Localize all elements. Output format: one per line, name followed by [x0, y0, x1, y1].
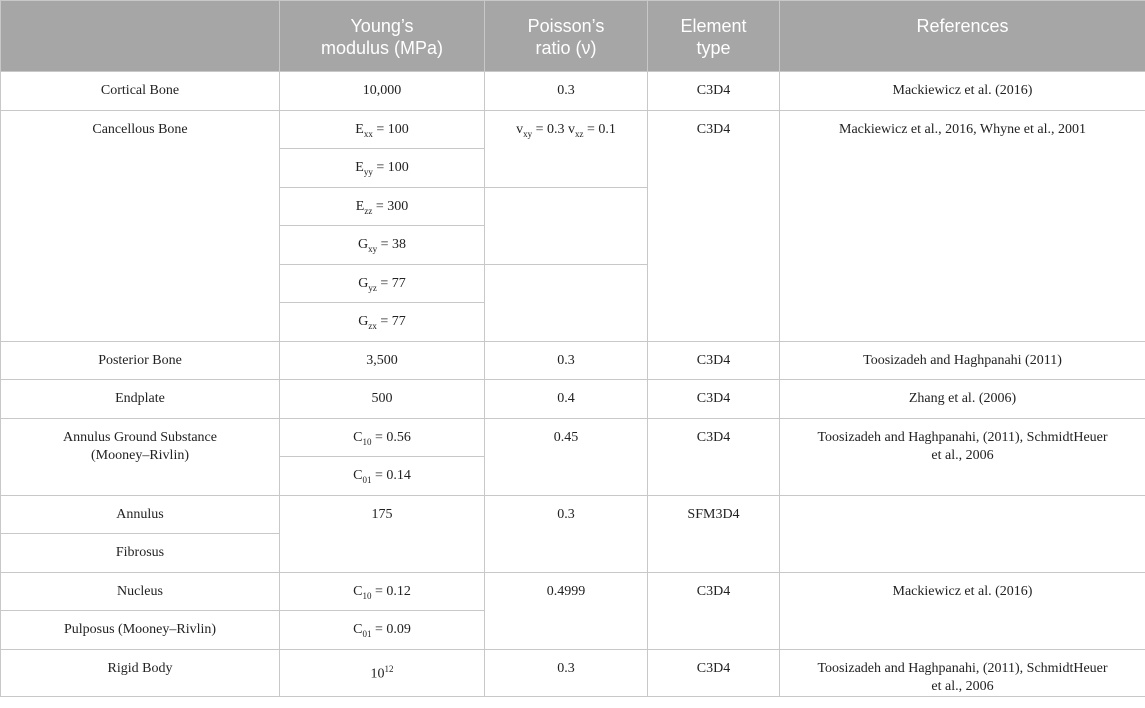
header-youngs-line2: modulus (MPa)	[320, 38, 444, 58]
element-type: C3D4	[648, 649, 780, 696]
table-row	[1, 380, 1145, 419]
youngs-modulus: $E_{xx} = 100$	[280, 110, 485, 149]
material-name: Pulposus (Mooney–Rivlin)	[1, 611, 280, 650]
element-type: C3D4	[648, 418, 780, 495]
table-row	[1, 495, 1145, 534]
youngs-modulus: $C_{01} = 0.09$	[280, 611, 485, 650]
material-name: Rigid Body	[1, 649, 280, 696]
reference: Mackiewicz et al. (2016)	[780, 572, 1145, 649]
reference: Mackiewicz et al. (2016)	[780, 72, 1145, 111]
header-youngs-line1: Young’s	[350, 16, 414, 36]
poisson-ratio: 0.45	[485, 418, 648, 495]
element-type: C3D4	[648, 72, 780, 111]
header-poisson-line1: Poisson’s	[527, 16, 605, 36]
header-youngs-modulus	[280, 1, 485, 72]
element-type: C3D4	[648, 110, 780, 341]
header-poisson-line2: ratio (ν)	[535, 38, 597, 58]
material-name: Endplate	[1, 380, 280, 419]
reference-empty	[780, 495, 1145, 572]
youngs-modulus: 10,000	[280, 72, 485, 111]
poisson-ratio: 0.3	[485, 495, 648, 572]
youngs-modulus: $C_{10} = 0.12$	[280, 572, 485, 611]
header-blank	[1, 1, 280, 72]
table-row	[1, 341, 1145, 380]
reference: Toosizadeh and Haghpanahi, (2011), SchmidtHeuer et al., 2006	[780, 649, 1145, 696]
element-type: C3D4	[648, 572, 780, 649]
youngs-modulus: $C_{10} = 0.56$	[280, 418, 485, 457]
header-row	[1, 1, 1145, 72]
material-name: Cortical Bone	[1, 72, 280, 111]
material-name: Nucleus	[1, 572, 280, 611]
element-type: C3D4	[648, 341, 780, 380]
youngs-modulus: $G_{zx} = 77$	[280, 303, 485, 342]
youngs-modulus: $E_{zz} = 300$	[280, 187, 485, 226]
header-poisson-ratio	[485, 1, 648, 72]
element-type: SFM3D4	[648, 495, 780, 572]
poisson-ratio: 0.4	[485, 380, 648, 419]
youngs-modulus: $G_{yz} = 77$	[280, 264, 485, 303]
material-name: Fibrosus	[1, 534, 280, 573]
header-element-line2: type	[696, 38, 731, 58]
reference: Toosizadeh and Haghpanahi (2011)	[780, 341, 1145, 380]
table-row	[1, 649, 1145, 696]
material-name: Annulus Ground Substance (Mooney–Rivlin)	[1, 418, 280, 495]
header-references: References	[780, 1, 1145, 72]
material-name: Cancellous Bone	[1, 110, 280, 341]
header-element-type	[648, 1, 780, 72]
material-name: Posterior Bone	[1, 341, 280, 380]
reference: Mackiewicz et al., 2016, Whyne et al., 2001	[780, 110, 1145, 341]
poisson-ratio-empty	[485, 187, 648, 264]
table-row	[1, 418, 1145, 457]
poisson-ratio: 0.3	[485, 72, 648, 111]
poisson-ratio: 0.4999	[485, 572, 648, 649]
youngs-modulus: $C_{01} = 0.14$	[280, 457, 485, 496]
poisson-ratio: 0.3	[485, 341, 648, 380]
poisson-ratio-empty	[485, 264, 648, 341]
poisson-ratio: 0.3	[485, 649, 648, 696]
youngs-modulus: 175	[280, 495, 485, 572]
table-row	[1, 72, 1145, 111]
table-row	[1, 110, 1145, 149]
table-row	[1, 572, 1145, 611]
poisson-ratio: $v_{xy} = 0.3$ $v_{xz} = 0.1$	[485, 110, 648, 187]
youngs-modulus: $G_{xy} = 38$	[280, 226, 485, 265]
reference: Zhang et al. (2006)	[780, 380, 1145, 419]
youngs-modulus: 500	[280, 380, 485, 419]
material-name: Annulus	[1, 495, 280, 534]
youngs-modulus: $E_{yy} = 100$	[280, 149, 485, 188]
youngs-modulus: 3,500	[280, 341, 485, 380]
reference: Toosizadeh and Haghpanahi, (2011), SchmidtHeuer et al., 2006	[780, 418, 1145, 495]
youngs-modulus: $10^{12}$	[280, 649, 485, 696]
header-element-line1: Element	[680, 16, 747, 36]
element-type: C3D4	[648, 380, 780, 419]
